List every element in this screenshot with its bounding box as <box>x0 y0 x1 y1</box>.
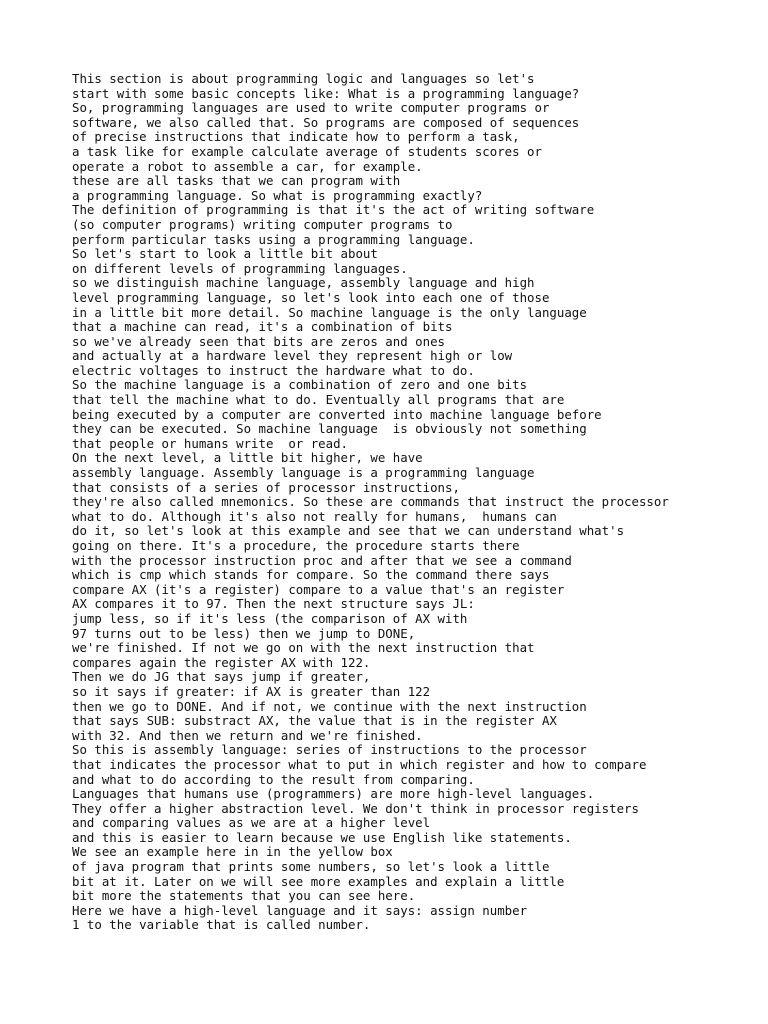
text-line: in a little bit more detail. So machine language is the only language <box>72 304 587 320</box>
text-line: So let's start to look a little bit about <box>72 246 378 262</box>
text-line: with 32. And then we return and we're finished. <box>72 727 423 743</box>
text-line: jump less, so if it's less (the comparison of AX with <box>72 610 468 626</box>
text-line: compare AX (it's a register) compare to a value that's an register <box>72 581 565 597</box>
text-line: (so computer programs) writing computer programs to <box>72 216 453 232</box>
text-line: We see an example here in in the yellow box <box>72 844 393 860</box>
text-line: that a machine can read, it's a combination of bits <box>72 319 453 335</box>
document-page <box>72 72 762 933</box>
text-line: Then we do JG that says jump if greater, <box>72 669 371 685</box>
text-line: assembly language. Assembly language is a programming language <box>72 465 535 481</box>
text-line: we're finished. If not we go on with the next instruction that <box>72 640 535 656</box>
text-line: which is cmp which stands for compare. So the command there says <box>72 567 550 583</box>
text-line: start with some basic concepts like: What is a programming language? <box>72 85 580 101</box>
text-line: these are all tasks that we can program with <box>72 173 401 189</box>
text-line: electric voltages to instruct the hardware what to do. <box>72 362 475 378</box>
text-line: Here we have a high-level language and it says: assign number <box>72 902 528 918</box>
text-line: and comparing values as we are at a higher level <box>72 815 431 831</box>
text-line: 97 turns out to be less) then we jump to DONE, <box>72 625 416 641</box>
text-line: so we distinguish machine language, assembly language and high <box>72 275 535 291</box>
text-line: On the next level, a little bit higher, we have <box>72 450 423 466</box>
text-line: software, we also called that. So programs are composed of sequences <box>72 114 580 130</box>
text-line: with the processor instruction proc and after that we see a command <box>72 552 572 568</box>
text-line: of precise instructions that indicate how to perform a task, <box>72 129 520 145</box>
text-line: level programming language, so let's look into each one of those <box>72 289 550 305</box>
text-line: what to do. Although it's also not really for humans, humans can <box>72 508 557 524</box>
text-line: and what to do according to the result from comparing. <box>72 771 475 787</box>
text-line: that says SUB: substract AX, the value that is in the register AX <box>72 713 557 729</box>
text-line: they're also called mnemonics. So these are commands that instruct the processor <box>72 494 669 510</box>
text-line: do it, so let's look at this example and see that we can understand what's <box>72 523 625 539</box>
text-line: operate a robot to assemble a car, for example. <box>72 158 423 174</box>
text-line: bit more the statements that you can see here. <box>72 888 416 904</box>
text-line: that tell the machine what to do. Eventually all programs that are <box>72 392 565 408</box>
text-line: So the machine language is a combination of zero and one bits <box>72 377 528 393</box>
text-line: a task like for example calculate average of students scores or <box>72 143 542 159</box>
text-line: and actually at a hardware level they represent high or low <box>72 348 513 364</box>
text-line: a programming language. So what is programming exactly? <box>72 187 483 203</box>
text-line: bit at it. Later on we will see more examples and explain a little <box>72 873 565 889</box>
text-line: This section is about programming logic and languages so let's <box>72 71 535 86</box>
text-line: 1 to the variable that is called number. <box>72 917 371 933</box>
text-line: Languages that humans use (programmers) are more high-level languages. <box>72 786 595 802</box>
text-line: The definition of programming is that it's the act of writing software <box>72 202 595 218</box>
text-line: on different levels of programming languages. <box>72 260 408 276</box>
text-line: perform particular tasks using a programming language. <box>72 231 475 247</box>
text-line: that indicates the processor what to put in which register and how to compare <box>72 756 647 772</box>
text-line: so we've already seen that bits are zeros and ones <box>72 333 445 349</box>
text-line: being executed by a computer are converted into machine language before <box>72 406 602 422</box>
text-line: they can be executed. So machine language is obviously not something <box>72 421 587 437</box>
text-line: of java program that prints some numbers, so let's look a little <box>72 859 550 875</box>
text-line: compares again the register AX with 122. <box>72 654 371 670</box>
text-line: and this is easier to learn because we use English like statements. <box>72 829 572 845</box>
text-line: So, programming languages are used to write computer programs or <box>72 100 550 116</box>
text-line: So this is assembly language: series of instructions to the processor <box>72 742 587 758</box>
text-line: going on there. It's a procedure, the procedure starts there <box>72 538 520 553</box>
text-line: They offer a higher abstraction level. We don't think in processor registers <box>72 800 639 816</box>
text-line: so it says if greater: if AX is greater than 122 <box>72 683 431 699</box>
text-line: that consists of a series of processor instructions, <box>72 479 460 495</box>
text-line: that people or humans write or read. <box>72 435 349 451</box>
text-line: then we go to DONE. And if not, we continue with the next instruction <box>72 698 587 714</box>
text-line: AX compares it to 97. Then the next structure says JL: <box>72 596 475 612</box>
